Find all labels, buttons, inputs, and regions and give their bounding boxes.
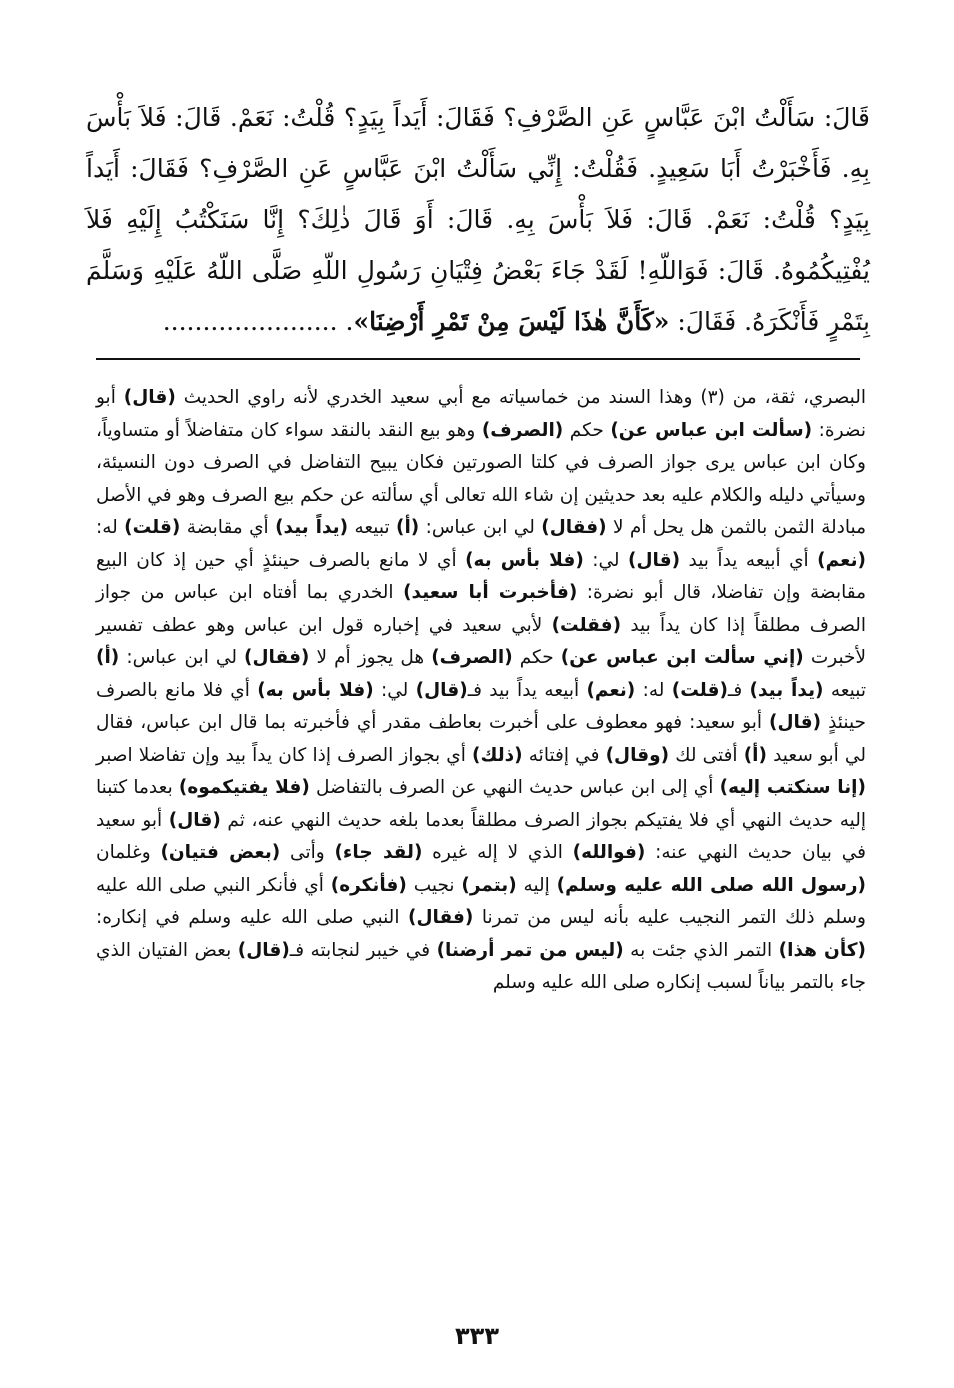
commentary-quoted-phrase: (نعم)	[586, 679, 636, 701]
commentary-run: أفتى لك	[669, 744, 744, 766]
footnote-divider	[96, 358, 860, 360]
commentary-run: هل يجوز أم لا	[309, 647, 432, 668]
commentary-quoted-phrase: (لقد جاء)	[334, 842, 423, 863]
commentary-run: في خيبر لنجابته فـ	[289, 939, 437, 961]
commentary-quoted-phrase: (قال)	[769, 712, 822, 733]
commentary-run: له:	[96, 517, 125, 538]
commentary-quoted-phrase: (قال)	[237, 939, 290, 961]
commentary-quoted-phrase: (فقال)	[244, 647, 310, 668]
commentary-run: أي فأنكر النبي صلى الله عليه وسلم ذلك التمر النجيب عليه بأنه ليس من تمرنا	[96, 874, 866, 928]
commentary-quoted-phrase: (بعض فتيان)	[160, 842, 281, 863]
commentary-run: وغلمان	[96, 842, 161, 863]
commentary-quoted-phrase: (يداً بيد)	[275, 517, 349, 538]
commentary-quoted-phrase: (فلا بأس به)	[257, 679, 374, 701]
commentary-run: أي بجواز الصرف إذا كان يداً بيد وإن تفاضلا اصبر	[96, 744, 473, 766]
hadith-ending: . ......................	[162, 307, 354, 336]
commentary-quoted-phrase: (كأن هذا)	[778, 939, 866, 961]
commentary-run: أي مقابضة	[180, 517, 276, 538]
commentary-quoted-phrase: (قلت)	[124, 517, 181, 538]
commentary-run: وأتى	[280, 842, 335, 863]
commentary-quoted-phrase: (قال)	[415, 679, 468, 701]
commentary-run: حكم	[563, 419, 611, 441]
page-number: ٣٣٣	[455, 1322, 499, 1350]
commentary-run: له:	[635, 679, 672, 701]
hadith-quote: «كَأَنَّ هٰذَا لَيْسَ مِنْ تَمْرِ أَرْضِنَا»	[353, 307, 670, 336]
commentary-run: البصري، ثقة، من (٣) وهذا السند من خماسياته مع أبي سعيد الخدري لأنه راوي الحديث	[175, 387, 867, 408]
commentary-quoted-phrase: (فلا يفتيكموه)	[178, 777, 310, 798]
commentary-run: أبو سعيد في بيان حديث النهي عنه:	[96, 809, 866, 863]
commentary-text	[96, 382, 866, 1000]
commentary-run: أي فلا مانع بالصرف حينئذٍ	[96, 679, 866, 733]
commentary-quoted-phrase: (أ)	[96, 647, 120, 668]
commentary-run: بعض الفتيان الذي جاء بالتمر بياناً لسبب إنكاره صلى الله عليه وسلم	[96, 939, 866, 993]
commentary-run: النبي صلى الله عليه وسلم في إنكاره:	[96, 907, 408, 928]
commentary-quoted-phrase: (نعم)	[817, 549, 866, 571]
commentary-run: وهو بيع النقد بالنقد سواء كان متفاضلاً أو متساوياً، وكان ابن عباس يرى جواز الصرف في كلتا الصورتين فكان يبيح التفاضل في الصرف دون النسيئة، وسيأتي دليله والكلام عليه بعد حديثين إن شاء الله تعالى أي سألته عن حكم بيع الصرف وهو في الأصل مبادلة الثمن بالثمن هل يحل أم لا	[96, 419, 867, 538]
commentary-quoted-phrase: (فقال)	[408, 907, 474, 928]
commentary-quoted-phrase: (قال)	[168, 809, 221, 831]
commentary-quoted-phrase: (أ)	[743, 744, 767, 766]
commentary-run: أي إلى ابن عباس حديث النهي عن الصرف بالتفاضل	[309, 777, 720, 798]
commentary-run: أبو سعيد: فهو معطوف على أخبرت بعاطف مقدر أي فأخبرته بما قال ابن عباس، فقال لي أبو سعيد	[96, 712, 866, 766]
commentary-run: تبيعه	[348, 517, 396, 538]
commentary-run: حكم	[512, 647, 561, 668]
commentary-quoted-phrase: (ليس من تمر أرضنا)	[436, 939, 624, 961]
commentary-quoted-phrase: (الصرف)	[431, 647, 513, 668]
commentary-run: لأبي سعيد في إخباره قول ابن عباس وهو عطف تفسير لأخبرت	[96, 614, 867, 668]
commentary-quoted-phrase: (فأخبرت أبا سعيد)	[403, 582, 578, 603]
commentary-quoted-phrase: (رسول الله صلى الله عليه وسلم)	[556, 874, 867, 896]
commentary-quoted-phrase: (بتمر)	[461, 874, 517, 896]
commentary-quoted-phrase: (الصرف)	[481, 419, 564, 441]
commentary-quoted-phrase: (قال)	[123, 387, 176, 408]
commentary-run: فـ	[727, 679, 750, 701]
commentary-run: لي:	[373, 679, 416, 701]
commentary-quoted-phrase: (سألت ابن عباس عن)	[610, 419, 813, 441]
commentary-quoted-phrase: (وقال)	[605, 744, 670, 766]
commentary-run: تبيعه	[823, 679, 866, 701]
commentary-quoted-phrase: (ذلك)	[472, 744, 523, 766]
commentary-quoted-phrase: (إني سألت ابن عباس عن)	[560, 647, 804, 668]
hadith-body: قَالَ: سَأَلْتُ ابْنَ عَبَّاسٍ عَنِ الصَّرْفِ؟ فَقَالَ: أَيَداً بِيَدٍ؟ قُلْتُ: نَعَمْ. قَالَ: فَلاَ بَأْسَ بِهِ. فَأَخْبَرْتُ أَبَا سَعِيدٍ. فَقُلْتُ: إِنِّي سَأَلْتُ ابْنَ عَبَّاسٍ عَنِ الصَّرْفِ؟ فَقَالَ: أَيَداً بِيَدٍ؟ قُلْتُ: نَعَمْ. قَالَ: فَلاَ بَأْسَ بِهِ. قَالَ: أَوَ قَالَ ذٰلِكَ؟ إِنَّا سَنَكْتُبُ إِلَيْهِ فَلاَ يُفْتِيكُمُوهُ. قَالَ: فَوَاللّهِ! لَقَدْ جَاءَ بَعْضُ فِتْيَانِ رَسُولِ اللّهِ صَلَّى اللّهُ عَلَيْهِ وَسَلَّمَ بِتَمْرٍ فَأَنْكَرَهُ. فَقَالَ:	[86, 103, 870, 336]
commentary-run: لي:	[583, 549, 629, 571]
commentary-run: نجيب	[406, 874, 462, 896]
hadith-text	[86, 92, 870, 347]
commentary-quoted-phrase: (فلا بأس به)	[465, 549, 584, 571]
commentary-run: أي أبيعه يداً بيد	[680, 549, 818, 571]
commentary-quoted-phrase: (إنا سنكتب إليه)	[719, 777, 866, 798]
commentary-run: الخدري بما أفتاه ابن عباس من جواز الصرف مطلقاً إذا كان يداً بيد	[96, 582, 867, 636]
commentary-run: أبو نضرة:	[96, 387, 866, 441]
commentary-run: لي ابن عباس:	[419, 517, 542, 538]
commentary-quoted-phrase: (قال)	[628, 549, 681, 571]
commentary-quoted-phrase: (فوالله)	[572, 842, 646, 863]
commentary-run: في إفتائه	[522, 744, 606, 766]
commentary-run: أبيعه يداً بيد فـ	[467, 679, 587, 701]
commentary-quoted-phrase: (فأنكره)	[330, 874, 407, 896]
commentary-quoted-phrase: (فقلت)	[551, 614, 622, 636]
commentary-run: أي لا مانع بالصرف حينئذٍ أي حين إذ كان البيع مقابضة وإن تفاضلا، قال أبو نضرة:	[96, 549, 866, 603]
commentary-quoted-phrase: (أ)	[395, 517, 420, 538]
commentary-run: التمر الذي جئت به	[623, 939, 779, 961]
commentary-run: لي ابن عباس:	[119, 647, 245, 668]
commentary-quoted-phrase: (يداً بيد)	[749, 679, 824, 701]
commentary-run: بعدما كتبنا إليه حديث النهي أي فلا يفتيكم بجواز الصرف مطلقاً بعدما بلغه حديث النهي عنه، ثم	[96, 777, 866, 831]
commentary-quoted-phrase: (قلت)	[671, 679, 728, 701]
commentary-run: الذي لا إله غيره	[422, 842, 573, 863]
commentary-quoted-phrase: (فقال)	[541, 517, 607, 538]
commentary-run: إليه	[516, 874, 557, 896]
